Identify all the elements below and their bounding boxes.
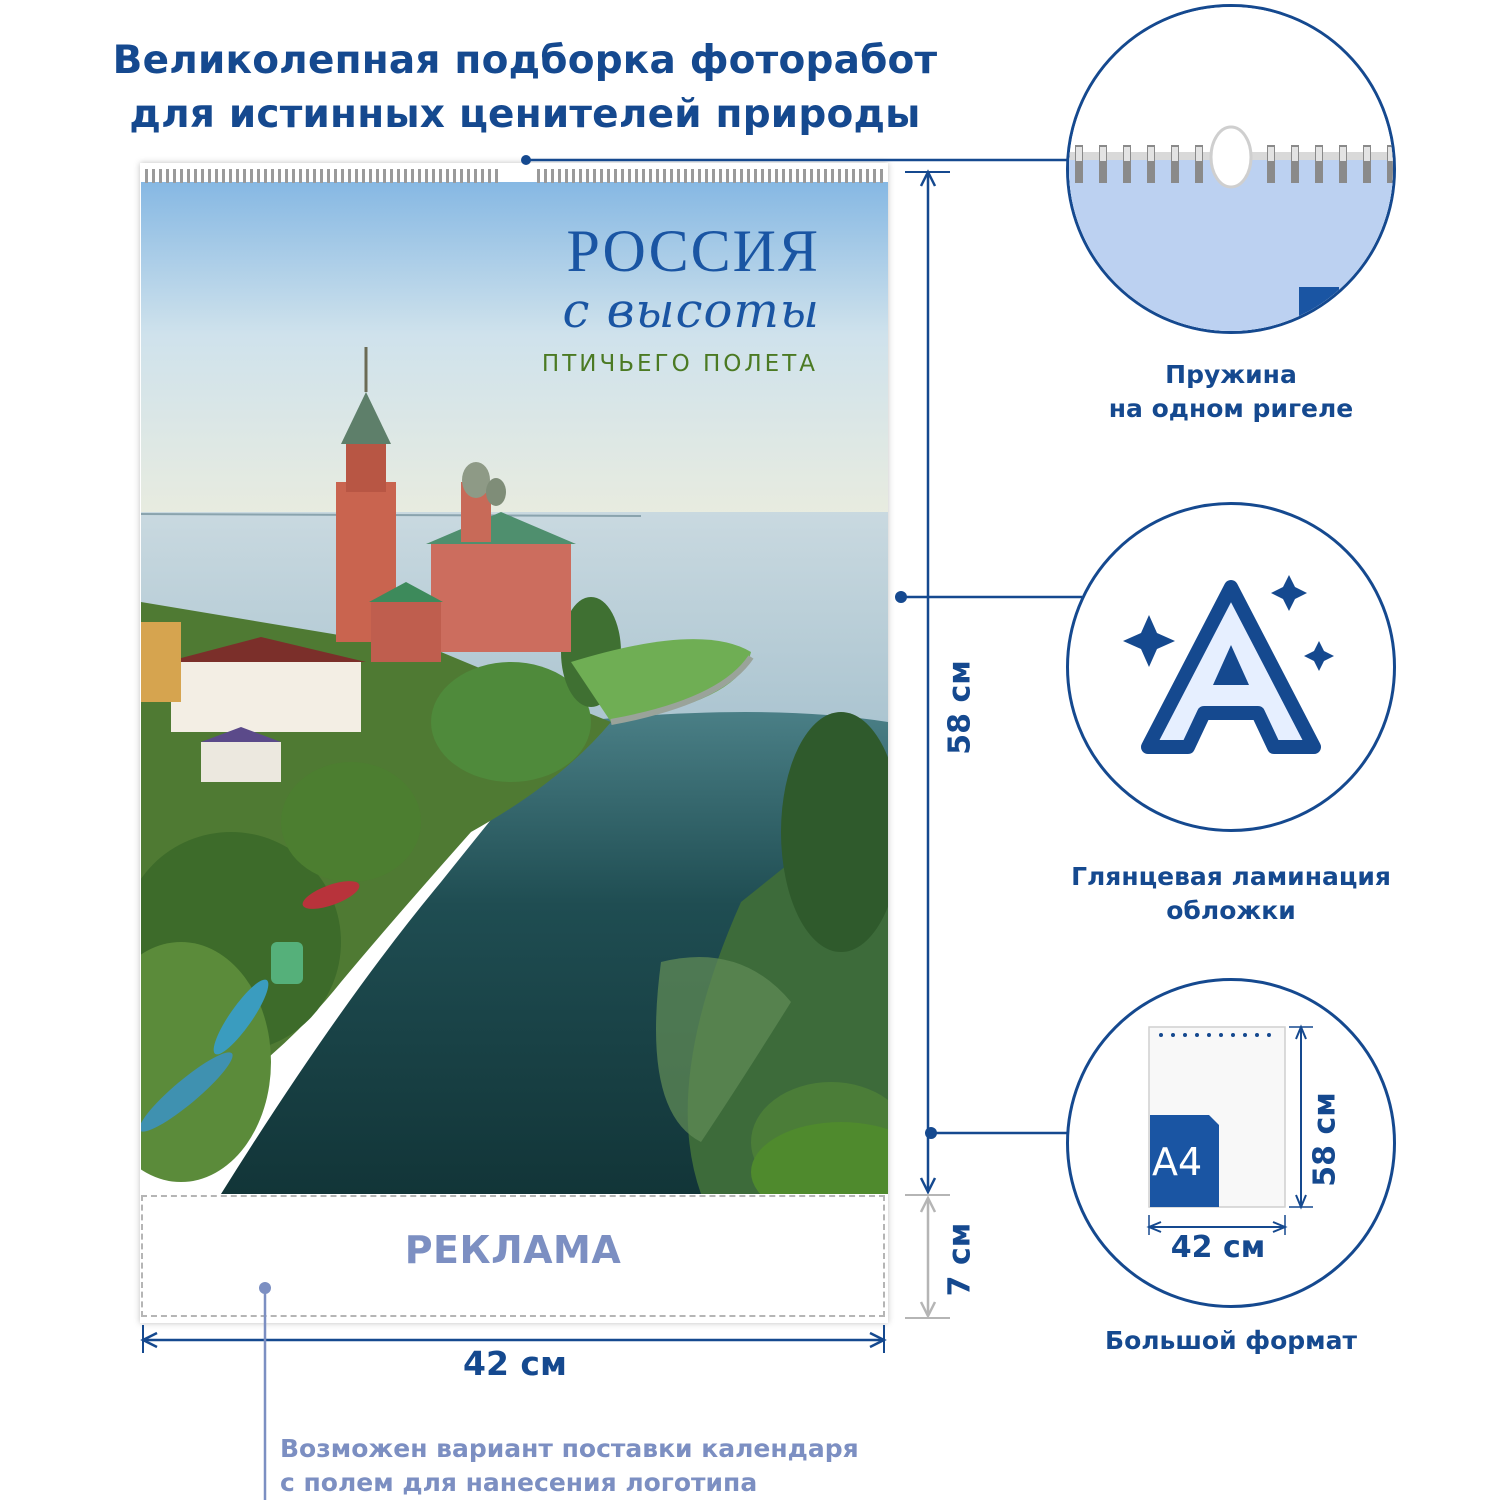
cover-title-subtitle: ПТИЧЬЕГО ПОЛЕТА [541, 351, 818, 377]
ad-height-dimension-label [935, 1220, 985, 1300]
feature-lamination-line-2: обложки [1166, 896, 1296, 925]
note-line-1: Возможен вариант поставки календаря [280, 1434, 859, 1463]
feature-format-label: Большой формат [1105, 1326, 1357, 1355]
note-line-2: с полем для нанесения логотипа [280, 1468, 758, 1497]
headline-line-2: для истинных ценителей природы [129, 92, 921, 137]
format-height-label [1300, 1088, 1350, 1188]
format-width-label: 42 см [1170, 1230, 1266, 1265]
spiral-binding-icon [1066, 4, 1396, 334]
feature-spiral-line-2: на одном ригеле [1108, 394, 1354, 423]
spiral-coil-highlight [1340, 147, 1346, 161]
spiral-coil-highlight [1124, 147, 1130, 161]
spiral-coil-highlight [1100, 147, 1106, 161]
spiral-coil-highlight [1172, 147, 1178, 161]
spiral-coil-highlight [1076, 147, 1082, 161]
feature-lamination-label [1031, 860, 1431, 928]
glossy-lamination-icon [1066, 502, 1396, 832]
feature-spiral-line-1: Пружина [1165, 360, 1297, 389]
lamination-a-illustration [1069, 505, 1393, 829]
feature-spiral-label [1031, 358, 1431, 426]
spiral-coil-highlight [1292, 147, 1298, 161]
spiral-coil-highlight [1388, 147, 1393, 161]
spiral-coil-highlight [1196, 147, 1202, 161]
format-height-text: 58 см [1307, 1092, 1343, 1187]
spiral-detail-illustration [1069, 7, 1393, 331]
feature-lamination-line-1: Глянцевая ламинация [1071, 862, 1391, 891]
spiral-coil-highlight [1268, 147, 1274, 161]
headline-line-1: Великолепная подборка фоторабот [112, 38, 938, 83]
ad-height-dimension-text: 7 см [942, 1222, 978, 1297]
ad-area-label: РЕКЛАМА [404, 1228, 622, 1272]
spiral-coil-highlight [1316, 147, 1322, 161]
spiral-coil-highlight [1148, 147, 1154, 161]
cover-title-main: РОССИЯ [566, 218, 820, 284]
spiral-coil-highlight [1364, 147, 1370, 161]
logo-option-note [280, 1432, 920, 1500]
cover-title-script: с высоты [562, 283, 820, 339]
height-dimension-label [930, 650, 990, 770]
width-dimension-label: 42 см [463, 1344, 567, 1383]
a4-sheet-label: A4 [1152, 1140, 1203, 1184]
height-dimension-text: 58 см [942, 660, 978, 755]
